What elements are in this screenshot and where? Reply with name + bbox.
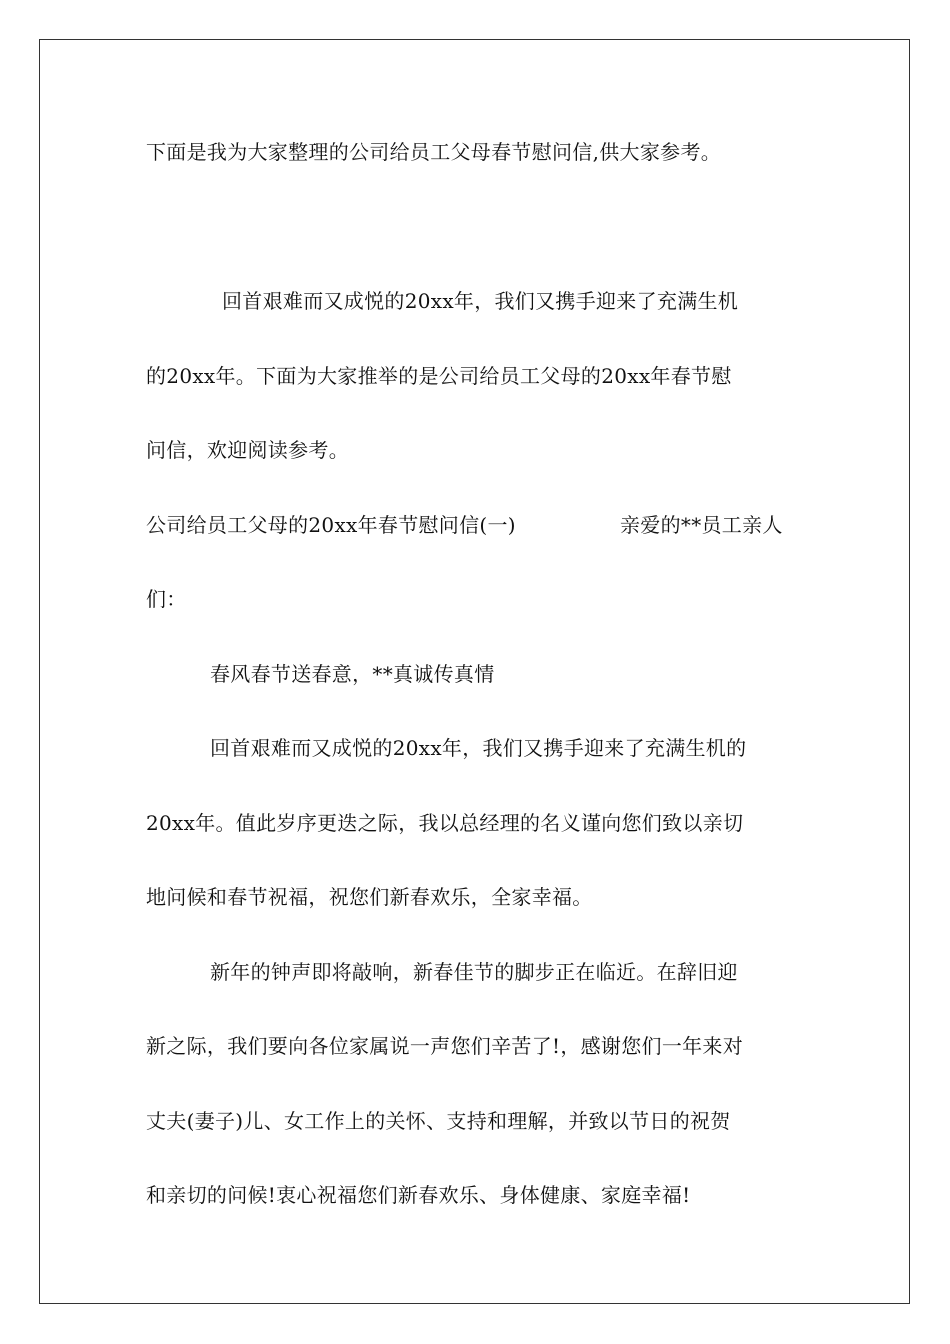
salutation-start: 亲爱的**员工亲人 — [620, 513, 783, 537]
paragraph-line: 回首艰难而又成悦的20xx年，我们又携手迎来了充满生机的 — [210, 736, 747, 760]
paragraph-line: 回首艰难而又成悦的20xx年，我们又携手迎来了充满生机 — [222, 289, 739, 313]
paragraph-line: 问信，欢迎阅读参考。 — [146, 438, 349, 462]
paragraph-line: 丈夫(妻子)儿、女工作上的关怀、支持和理解，并致以节日的祝贺 — [146, 1109, 731, 1133]
paragraph-line: 20xx年。值此岁序更迭之际，我以总经理的名义谨向您们致以亲切 — [146, 811, 744, 835]
paragraph-line: 地问候和春节祝福，祝您们新春欢乐，全家幸福。 — [146, 885, 593, 909]
salutation-end: 们： — [146, 587, 187, 611]
letter-title: 公司给员工父母的20xx年春节慰问信(一) — [146, 513, 516, 537]
paragraph-line: 新年的钟声即将敲响，新春佳节的脚步正在临近。在辞旧迎 — [210, 960, 738, 984]
paragraph-line: 和亲切的问候!衷心祝福您们新春欢乐、身体健康、家庭幸福! — [146, 1183, 691, 1207]
slogan-line: 春风春节送春意，**真诚传真情 — [210, 662, 495, 686]
paragraph-line: 的20xx年。下面为大家推举的是公司给员工父母的20xx年春节慰 — [146, 364, 732, 388]
paragraph-line: 新之际，我们要向各位家属说一声您们辛苦了!，感谢您们一年来对 — [146, 1034, 744, 1058]
intro-line: 下面是我为大家整理的公司给员工父母春节慰问信,供大家参考。 — [146, 140, 722, 164]
